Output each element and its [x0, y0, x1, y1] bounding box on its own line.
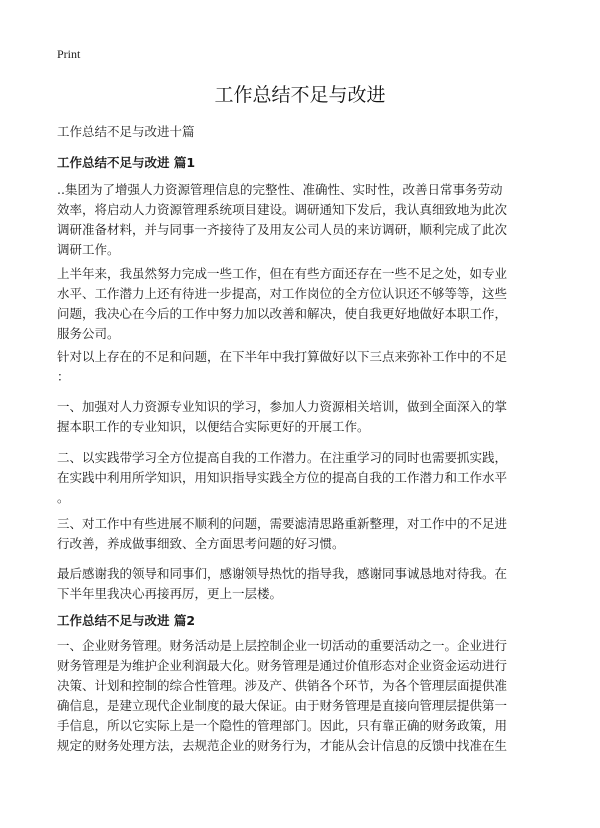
- text-line: 财务管理是为维护企业利润最大化。财务管理是通过价值形态对企业资金运动进行: [57, 658, 508, 673]
- text-line: 三、对工作中有些进展不顺利的问题，需要滤清思路重新整理，对工作中的不足进: [57, 516, 508, 531]
- text-line: 一、企业财务管理。财务活动是上层控制企业一切活动的重要活动之一。企业进行: [57, 638, 508, 653]
- text-line: 决策、计划和控制的综合性管理。涉及产、供销各个环节，为各个管理层面提供准: [57, 678, 508, 693]
- paragraph: [57, 397, 547, 437]
- text-line: 水平、工作潜力上还有待进一步提高，对工作岗位的全方位认识还不够等等，这些: [57, 286, 508, 301]
- print-link[interactable]: Print: [57, 47, 81, 61]
- text-line: ..集团为了增强人力资源管理信息的完整性、准确性、实时性，改善日常事务劳动: [57, 182, 503, 197]
- paragraph: [57, 514, 547, 554]
- text-line: 。: [57, 490, 70, 505]
- text-line: 最后感谢我的领导和同事们，感谢领导热忱的指导我，感谢同事诚恳地对待我。在: [57, 566, 508, 581]
- paragraph: [57, 564, 547, 604]
- paragraph: [57, 180, 547, 260]
- text-line: 效率，将启动人力资源管理系统项目建设。调研通知下发后，我认真细致地为此次: [57, 202, 508, 217]
- text-line: 规定的财务处理方法，去规范企业的财务行为，才能从会计信息的反馈中找准在生: [57, 738, 508, 753]
- text-line: 手信息，所以它实际上是一个隐性的管理部门。因此，只有靠正确的财务政策，用: [57, 718, 508, 733]
- paragraph: [57, 347, 547, 387]
- text-line: 一、加强对人力资源专业知识的学习，参加人力资源相关培训，做到全面深入的掌: [57, 399, 508, 414]
- paragraph: [57, 448, 547, 508]
- text-line: 行改善，养成做事细致、全方面思考问题的好习惯。: [57, 536, 345, 551]
- paragraph: [57, 264, 547, 344]
- text-line: 上半年来，我虽然努力完成一些工作，但在有些方面还存在一些不足之处，如专业: [57, 266, 508, 281]
- text-line: 在实践中利用所学知识，用知识指导实践全方位的提高自我的工作潜力和工作水平: [57, 470, 508, 485]
- text-line: 问题，我决心在今后的工作中努力加以改善和解决，使自我更好地做好本职工作，: [57, 306, 508, 321]
- text-line: 针对以上存在的不足和问题，在下半年中我打算做好以下三点来弥补工作中的不足: [57, 349, 508, 364]
- text-line: 下半年里我决心再接再厉，更上一层楼。: [57, 586, 283, 601]
- text-line: 握本职工作的专业知识，以便结合实际更好的开展工作。: [57, 419, 370, 434]
- text-line: ：: [57, 369, 70, 384]
- paragraph: [57, 636, 547, 756]
- document-subtitle: 工作总结不足与改进十篇: [57, 124, 195, 139]
- section-heading: 工作总结不足与改进 篇2: [57, 613, 196, 628]
- section-heading: 工作总结不足与改进 篇1: [57, 155, 196, 170]
- text-line: 二、以实践带学习全方位提高自我的工作潜力。在注重学习的同时也需要抓实践，: [57, 450, 508, 465]
- text-line: 确信息，是建立现代企业制度的最大保证。由于财务管理是直接向管理层提供第一: [57, 698, 508, 713]
- document-title: 工作总结不足与改进: [214, 84, 386, 106]
- text-line: 服务公司。: [57, 326, 120, 341]
- text-line: 调研工作。: [57, 242, 120, 257]
- text-line: 调研准备材料，并与同事一齐接待了及用友公司人员的来访调研，顺利完成了此次: [57, 222, 508, 237]
